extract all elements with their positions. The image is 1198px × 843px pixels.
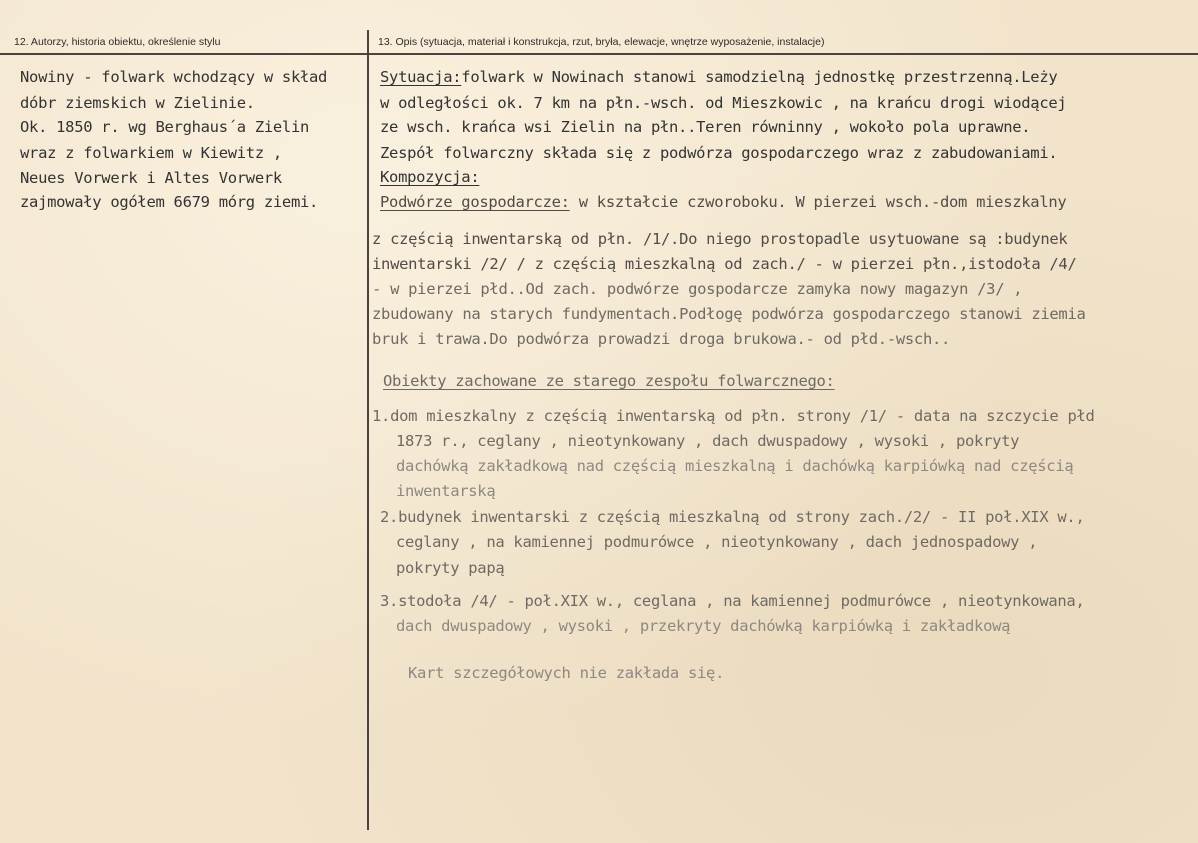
- history-line: wraz z folwarkiem w Kiewitz ,: [20, 144, 282, 162]
- history-line: Neues Vorwerk i Altes Vorwerk: [20, 169, 282, 187]
- situation-line: ze wsch. krańca wsi Zielin na płn..Teren równinny , wokoło pola uprawne.: [380, 118, 1031, 136]
- yard-text: w kształcie czworoboku. W pierzei wsch.-dom mieszkalny: [578, 193, 1067, 211]
- object-line: 1.dom mieszkalny z częścią inwentarską od płn. strony /1/ - data na szczycie płd: [372, 407, 1095, 425]
- situation-label: Sytuacja:: [380, 68, 462, 86]
- column-divider: [367, 30, 369, 830]
- object-line: inwentarską: [396, 482, 496, 500]
- right-section-header: 13. Opis (sytuacja, materiał i konstrukcja, rzut, bryła, elewacje, wnętrze wyposażenie, instalacje): [378, 36, 825, 48]
- situation-text: folwark w Nowinach stanowi samodzielną jednostkę przestrzenną.Leży: [461, 68, 1058, 86]
- situation-line: w odległości ok. 7 km na płn.-wsch. od Mieszkowic , na krańcu drogi wiodącej: [380, 94, 1067, 112]
- object-line: 3.stodoła /4/ - poł.XIX w., ceglana , na kamiennej podmurówce , nieotynkowana,: [380, 592, 1085, 610]
- object-line: 2.budynek inwentarski z częścią mieszkalną od strony zach./2/ - II poł.XIX w.,: [380, 508, 1085, 526]
- yard-line: zbudowany na starych fundymentach.Podłogę podwórza gospodarczego stanowi ziemia: [372, 305, 1086, 323]
- history-line: zajmowały ogółem 6679 mórg ziemi.: [20, 193, 319, 211]
- left-section-header: 12. Autorzy, historia obiektu, określenie stylu: [14, 36, 221, 48]
- object-line: 1873 r., ceglany , nieotynkowany , dach dwuspadowy , wysoki , pokryty: [396, 432, 1020, 450]
- header-divider: [0, 53, 1198, 55]
- history-line: Ok. 1850 r. wg Berghaus´a Zielin: [20, 118, 310, 136]
- situation-line: [380, 68, 1057, 86]
- footer-note: Kart szczegółowych nie zakłada się.: [408, 664, 725, 682]
- yard-line: z częścią inwentarską od płn. /1/.Do niego prostopadle usytuowane są :budynek: [372, 230, 1068, 248]
- yard-line: bruk i trawa.Do podwórza prowadzi droga brukowa.- od płd.-wsch..: [372, 330, 951, 348]
- yard-line: inwentarski /2/ / z częścią mieszkalną od zach./ - w pierzei płn.,istodoła /4/: [372, 255, 1077, 273]
- object-line: pokryty papą: [396, 559, 505, 577]
- object-line: ceglany , na kamiennej podmurówce , nieotynkowany , dach jednospadowy ,: [396, 533, 1038, 551]
- object-line: dachówką zakładkową nad częścią mieszkalną i dachówką karpiówką nad częścią: [396, 457, 1074, 475]
- history-line: dóbr ziemskich w Zielinie.: [20, 94, 255, 112]
- yard-label: Podwórze gospodarcze:: [380, 193, 570, 211]
- situation-line: Zespół folwarczny składa się z podwórza gospodarczego wraz z zabudowaniami.: [380, 144, 1058, 162]
- objects-heading: Obiekty zachowane ze starego zespołu folwarcznego:: [383, 372, 835, 390]
- yard-line: [380, 193, 1066, 211]
- composition-label: Kompozycja:: [380, 168, 480, 186]
- history-line: Nowiny - folwark wchodzący w skład: [20, 68, 328, 86]
- object-line: dach dwuspadowy , wysoki , przekryty dachówką karpiówką i zakładkową: [396, 617, 1011, 635]
- yard-line: - w pierzei płd..Od zach. podwórze gospodarcze zamyka nowy magazyn /3/ ,: [372, 280, 1023, 298]
